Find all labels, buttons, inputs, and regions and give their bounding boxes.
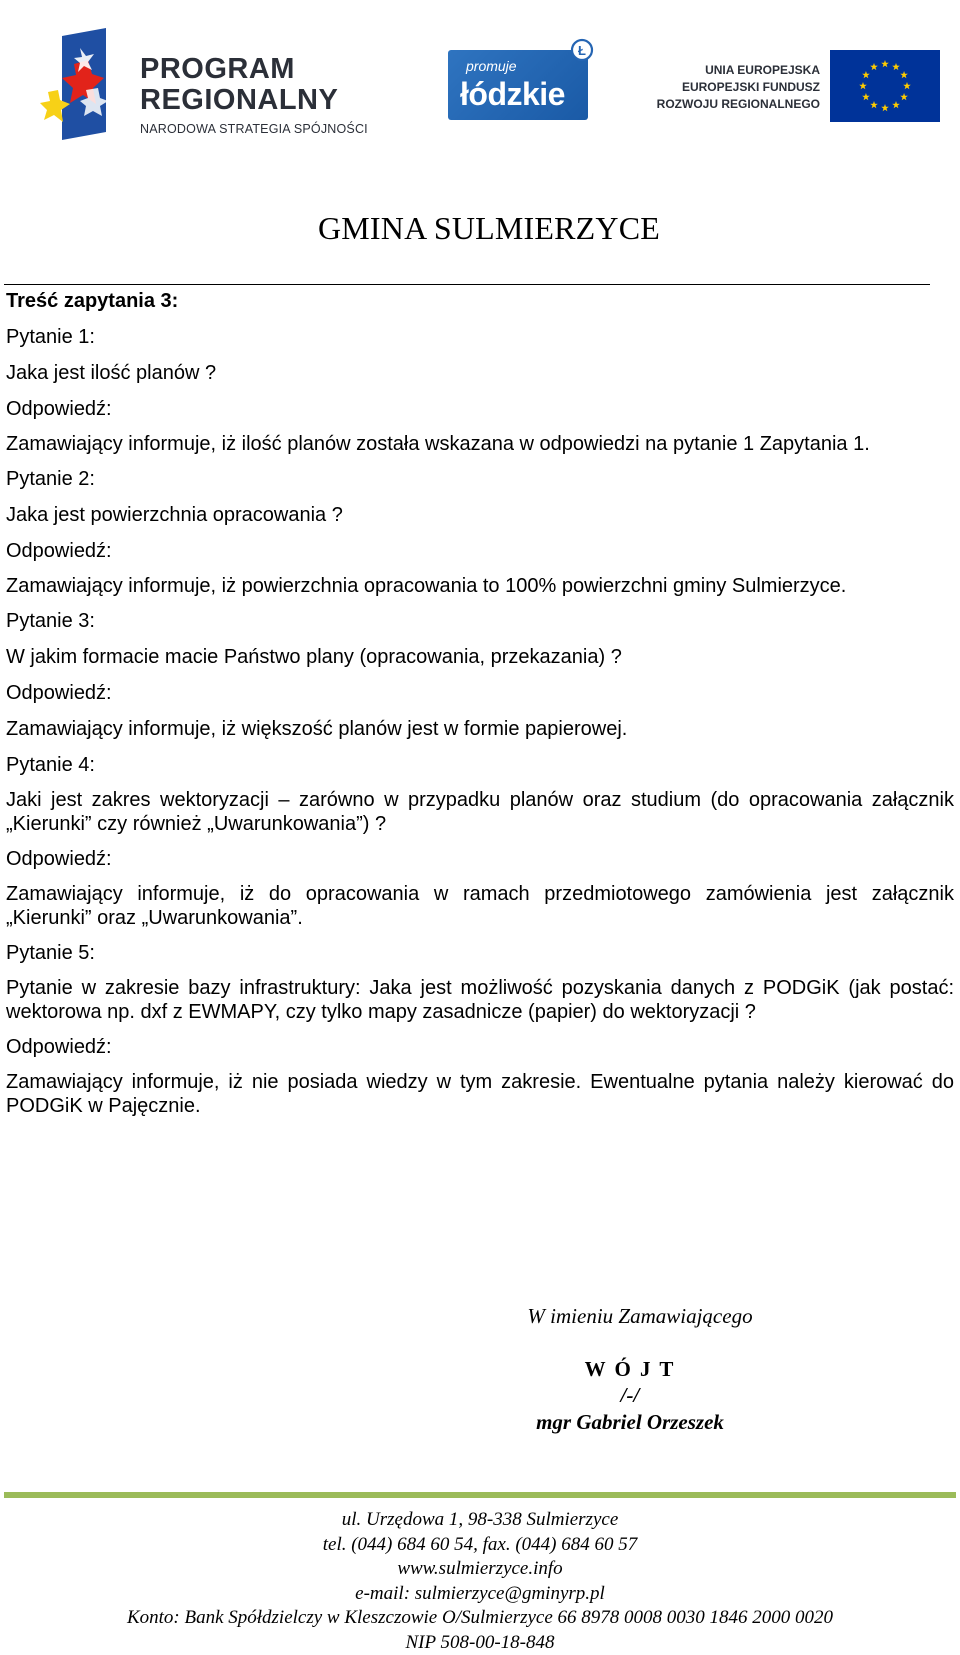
footer-divider <box>4 1492 956 1498</box>
footer-website: www.sulmierzyce.info <box>0 1557 960 1582</box>
section-title: Treść zapytania 3: <box>6 288 954 314</box>
signature-intro: W imieniu Zamawiającego <box>440 1304 840 1329</box>
lodzkie-circle-icon <box>570 38 594 62</box>
answer-label: Odpowiedź: <box>6 680 954 706</box>
signature-name: mgr Gabriel Orzeszek <box>440 1410 820 1435</box>
unia-europejska-logo <box>650 48 940 122</box>
promuje-lodzkie-logo <box>448 38 598 120</box>
question-label: Pytanie 1: <box>6 324 954 350</box>
lodzkie-badge-letter: Ł <box>578 43 586 58</box>
question-text: Pytanie w zakresie bazy infrastruktury: Jaka jest możliwość pozyskania danych z PODGiK (jak postać: wektorowa np. dxf z EWMAPY, czy tylko mapy zasadnicze (papier) do wektoryzacji ? <box>6 976 954 1024</box>
answer-label: Odpowiedź: <box>6 1034 954 1060</box>
answer-text: Zamawiający informuje, iż powierzchnia opracowania to 100% powierzchni gminy Sulmierzyce. <box>6 574 954 598</box>
answer-label: Odpowiedź: <box>6 396 954 422</box>
footer-address: ul. Urzędowa 1, 98-338 Sulmierzyce <box>0 1508 960 1533</box>
lodzkie-name-text: łódzkie <box>460 76 565 113</box>
question-label: Pytanie 5: <box>6 940 954 966</box>
question-label: Pytanie 4: <box>6 752 954 778</box>
answer-text: Zamawiający informuje, iż do opracowania w ramach przedmiotowego zamówienia jest załącznik „Kierunki” oraz „Uwarunkowania”. <box>6 882 954 930</box>
footer-email: e-mail: sulmierzyce@gminyrp.pl <box>0 1582 960 1607</box>
footer-contact <box>0 1508 960 1655</box>
title-divider <box>4 284 930 285</box>
answer-label: Odpowiedź: <box>6 846 954 872</box>
question-label: Pytanie 3: <box>6 608 954 634</box>
lodzkie-badge-box <box>448 50 588 120</box>
footer-phone: tel. (044) 684 60 54, fax. (044) 684 60 57 <box>0 1533 960 1558</box>
program-line2: REGIONALNY <box>140 86 368 115</box>
program-line3: NARODOWA STRATEGIA SPÓJNOŚCI <box>140 123 368 136</box>
question-text: Jaka jest ilość planów ? <box>6 360 954 386</box>
question-text: Jaki jest zakres wektoryzacji – zarówno w przypadku planów oraz studium (do opracowania załącznik „Kierunki” czy również „Uwarunkowania”) ? <box>6 788 954 836</box>
answer-text: Zamawiający informuje, iż ilość planów została wskazana w odpowiedzi na pytanie 1 Zapytania 1. <box>6 432 954 456</box>
signature-title: W Ó J T <box>480 1357 780 1382</box>
ue-line1: UNIA EUROPEJSKA <box>657 62 820 79</box>
signature-mark: /-/ <box>480 1383 780 1408</box>
program-regionalny-logo <box>40 28 400 146</box>
program-star-emblem-icon <box>40 28 140 146</box>
document-body <box>6 288 954 1118</box>
footer-nip: NIP 508-00-18-848 <box>0 1631 960 1655</box>
ue-line2: EUROPEJSKI FUNDUSZ <box>657 79 820 96</box>
lodzkie-small-text: promuje <box>466 58 517 74</box>
answer-text: Zamawiający informuje, iż większość planów jest w formie papierowej. <box>6 716 954 742</box>
question-label: Pytanie 2: <box>6 466 954 492</box>
eu-flag-icon <box>830 50 940 122</box>
answer-text: Zamawiający informuje, iż nie posiada wiedzy w tym zakresie. Ewentualne pytania należy kierować do PODGiK w Pajęcznie. <box>6 1070 954 1118</box>
question-text: Jaka jest powierzchnia opracowania ? <box>6 502 954 528</box>
program-line1: PROGRAM <box>140 55 368 84</box>
page-title: GMINA SULMIERZYCE <box>0 210 960 247</box>
program-regionalny-text <box>140 55 368 136</box>
footer-account: Konto: Bank Spółdzielczy w Kleszczowie O/Sulmierzyce 66 8978 0008 0030 1846 2000 0020 <box>0 1606 960 1631</box>
ue-text <box>657 62 820 113</box>
question-text: W jakim formacie macie Państwo plany (opracowania, przekazania) ? <box>6 644 954 670</box>
ue-line3: ROZWOJU REGIONALNEGO <box>657 96 820 113</box>
answer-label: Odpowiedź: <box>6 538 954 564</box>
